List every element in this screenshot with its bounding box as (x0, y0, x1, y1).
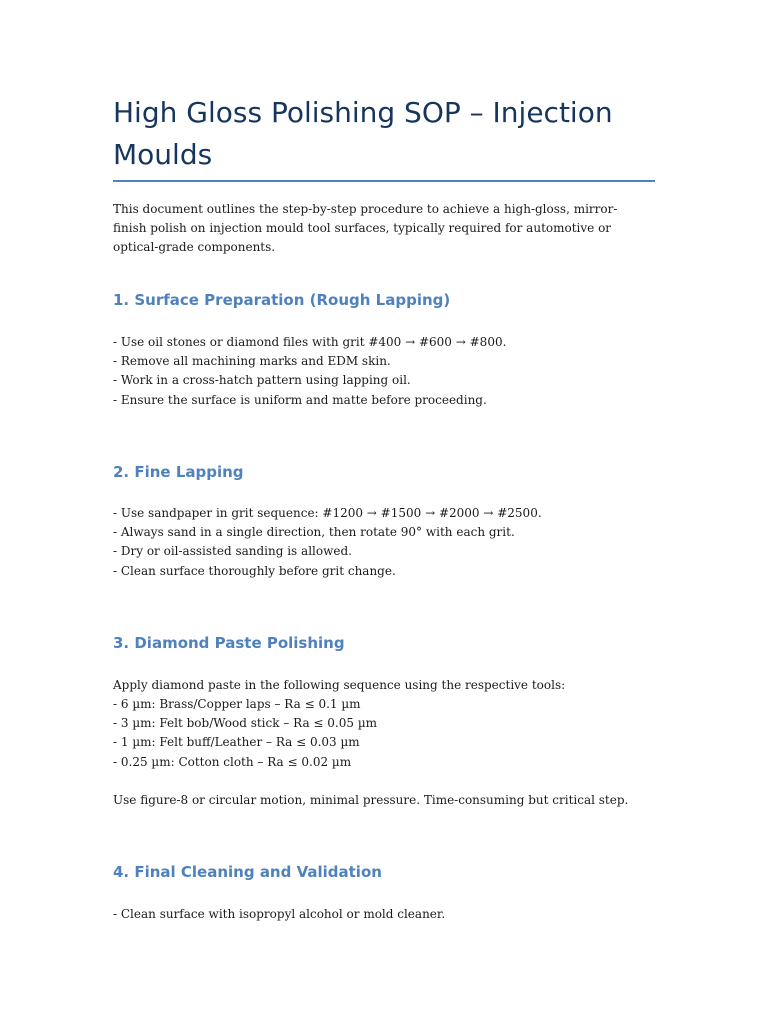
list-item: - Remove all machining marks and EDM skin. (113, 354, 391, 369)
title-underline (113, 180, 655, 182)
document-title: High Gloss Polishing SOP – Injection Moulds (113, 96, 613, 171)
section-heading-final-cleaning: 4. Final Cleaning and Validation (113, 863, 382, 881)
list-item: - Clean surface with isopropyl alcohol or mold cleaner. (113, 907, 446, 921)
list-item: - Always sand in a single direction, then rotate 90° with each grit. (113, 525, 515, 540)
section-heading-surface-preparation: 1. Surface Preparation (Rough Lapping) (113, 291, 451, 309)
section-heading-fine-lapping: 2. Fine Lapping (113, 463, 244, 481)
list-item: - 1 µm: Felt buff/Leather – Ra ≤ 0.03 µm (113, 735, 360, 750)
list-item: - 6 µm: Brass/Copper laps – Ra ≤ 0.1 µm (113, 697, 361, 711)
final-cleaning-list (113, 905, 655, 924)
list-item: - Use sandpaper in grit sequence: #1200 → #1500 → #2000 → #2500. (113, 506, 542, 520)
section-heading-diamond-paste: 3. Diamond Paste Polishing (113, 634, 345, 652)
list-item: - Ensure the surface is uniform and matte before proceeding. (113, 392, 487, 407)
list-item: - Work in a cross-hatch pattern using lapping oil. (113, 373, 411, 388)
fine-lapping-list (113, 504, 655, 581)
intro-paragraph: This document outlines the step-by-step procedure to achieve a high-gloss, mirror-finish polish on injection mould tool surfaces, typically required for automotive or optical-grade components. (113, 202, 618, 255)
diamond-paste-lead: Apply diamond paste in the following sequence using the respective tools: (113, 678, 566, 692)
list-item: - Clean surface thoroughly before grit change. (113, 563, 396, 578)
list-item: - Dry or oil-assisted sanding is allowed. (113, 544, 352, 559)
list-item: - 0.25 µm: Cotton cloth – Ra ≤ 0.02 µm (113, 754, 352, 769)
diamond-paste-note: Use figure-8 or circular motion, minimal pressure. Time-consuming but critical step. (113, 793, 629, 807)
list-item: - Use oil stones or diamond files with grit #400 → #600 → #800. (113, 335, 507, 349)
diamond-paste-list (113, 695, 655, 772)
surface-preparation-list (113, 333, 655, 410)
list-item: - 3 µm: Felt bob/Wood stick – Ra ≤ 0.05 µm (113, 716, 377, 731)
